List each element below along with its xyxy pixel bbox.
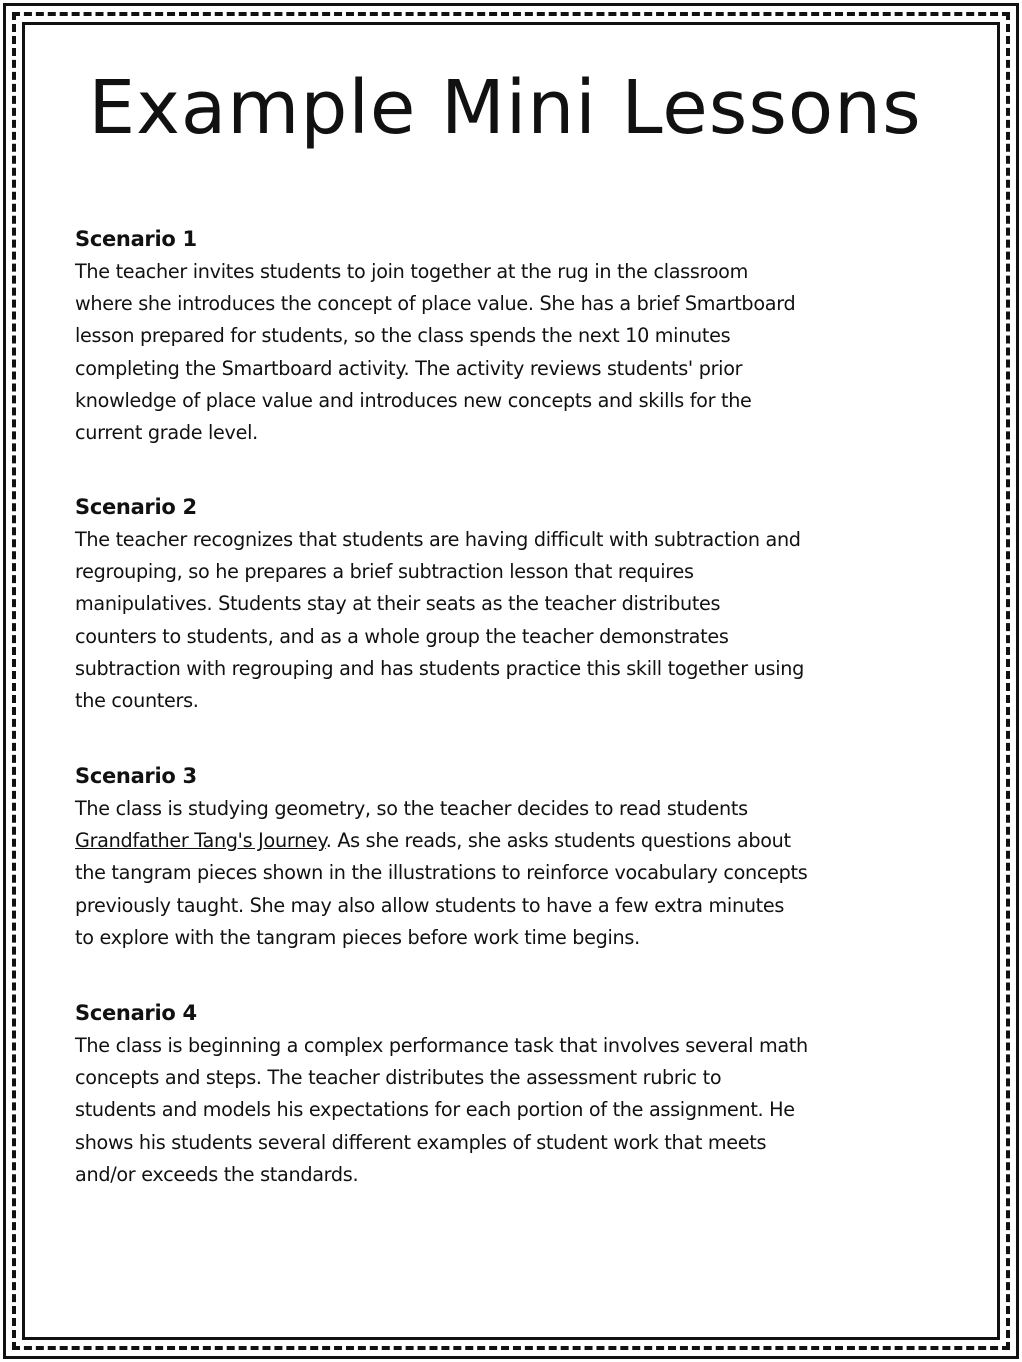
body-line: The teacher recognizes that students are having difficult with subtraction and <box>75 528 801 551</box>
body-line: counters to students, and as a whole group the teacher demonstrates <box>75 624 729 648</box>
body-line: The class is beginning a complex performance task that involves several math <box>75 1034 808 1057</box>
body-line: current grade level. <box>75 421 258 445</box>
scenario-4 <box>75 998 955 1191</box>
body-line: shows his students several different examples of student work that meets <box>75 1130 767 1154</box>
scenario-body <box>75 256 955 449</box>
book-title: Grandfather Tang's Journey <box>75 829 326 853</box>
scenario-body <box>75 1030 955 1191</box>
scenario-heading: Scenario 1 <box>75 227 197 251</box>
body-line: and/or exceeds the standards. <box>75 1162 359 1186</box>
body-line: the counters. <box>75 689 199 713</box>
body-line: The teacher invites students to join together at the rug in the classroom <box>75 260 749 283</box>
body-line: concepts and steps. The teacher distributes the assessment rubric to <box>75 1066 722 1090</box>
body-line: lesson prepared for students, so the class spends the next 10 minutes <box>75 324 731 348</box>
scenario-2 <box>75 492 955 717</box>
body-line: . As she reads, she asks students questions about <box>325 829 791 853</box>
body-line: previously taught. She may also allow students to have a few extra minutes <box>75 893 785 917</box>
body-line: knowledge of place value and introduces new concepts and skills for the <box>75 388 752 412</box>
body-line: students and models his expectations for each portion of the assignment. He <box>75 1098 795 1122</box>
body-line: The class is studying geometry, so the teacher decides to read students <box>75 797 748 820</box>
body-line: to explore with the tangram pieces before work time begins. <box>75 925 640 949</box>
page-title: Example Mini Lessons <box>88 65 922 151</box>
scenario-heading: Scenario 3 <box>75 764 197 788</box>
body-line: the tangram pieces shown in the illustrations to reinforce vocabulary concepts <box>75 861 808 885</box>
body-line: subtraction with regrouping and has students practice this skill together using <box>75 656 804 680</box>
body-line: manipulatives. Students stay at their seats as the teacher distributes <box>75 592 721 616</box>
scenario-heading: Scenario 2 <box>75 495 197 519</box>
scenario-heading: Scenario 4 <box>75 1001 197 1025</box>
scenario-3 <box>75 761 955 954</box>
body-line: where she introduces the concept of place value. She has a brief Smartboard <box>75 292 796 316</box>
body-line: completing the Smartboard activity. The activity reviews students' prior <box>75 356 743 380</box>
page-content <box>75 60 955 1186</box>
body-line: regrouping, so he prepares a brief subtraction lesson that requires <box>75 560 694 584</box>
scenario-1 <box>75 224 955 449</box>
scenario-body <box>75 793 955 954</box>
scenario-body <box>75 524 955 717</box>
